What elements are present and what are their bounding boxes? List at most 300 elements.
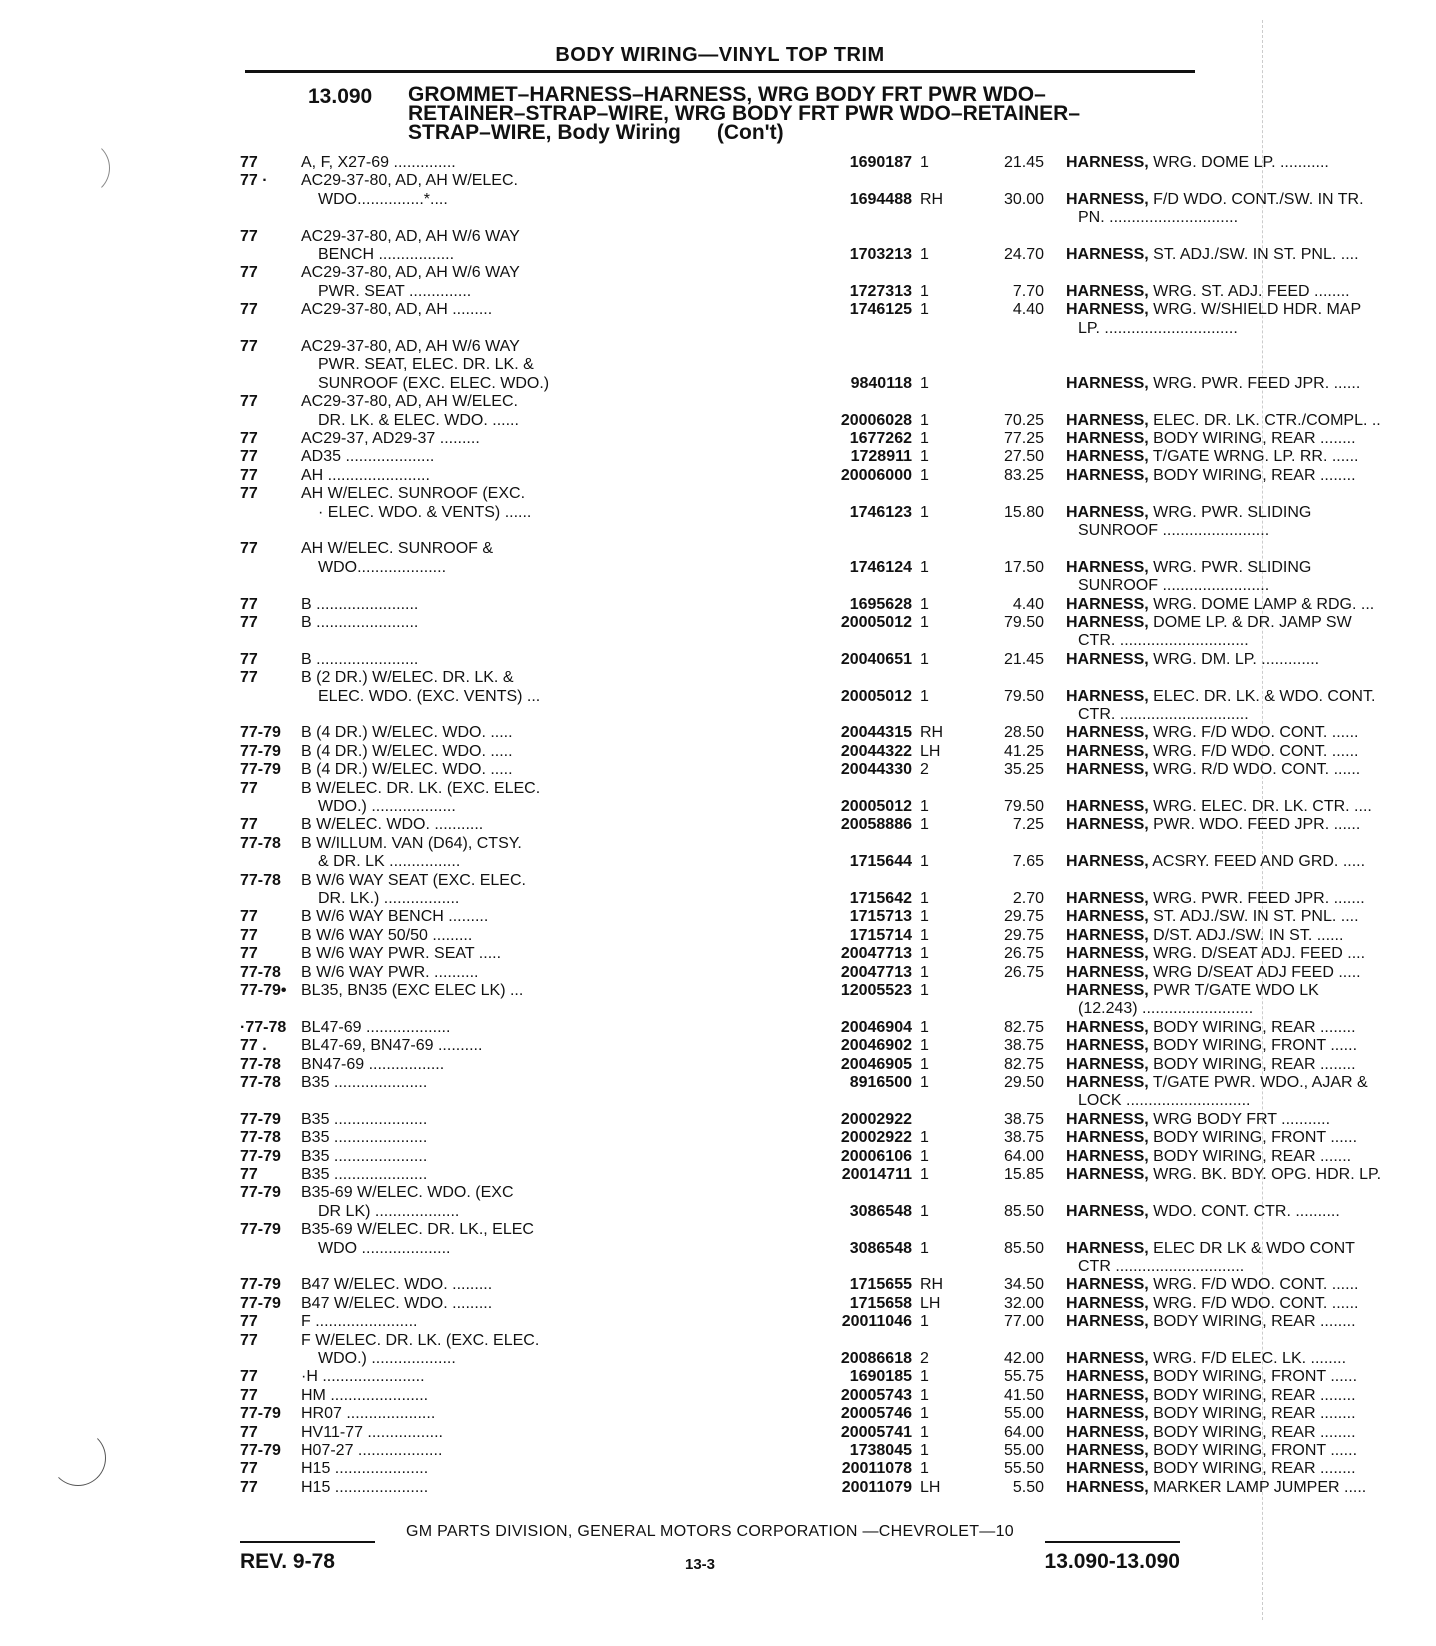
description-line bbox=[1066, 890, 1436, 908]
application-line: WDO...............*.... bbox=[318, 190, 448, 208]
description-line bbox=[1066, 246, 1436, 264]
description bbox=[1066, 1111, 1436, 1129]
description-line bbox=[1066, 1405, 1436, 1423]
description-text: WRG. PWR. FEED JPR. ....... bbox=[1153, 889, 1365, 907]
application-text bbox=[301, 264, 806, 301]
price: 26.75 bbox=[1003, 945, 1044, 963]
part-number: 20002922 bbox=[840, 1129, 912, 1147]
model-year: 77-78 bbox=[240, 963, 281, 981]
price: 15.85 bbox=[1003, 1166, 1044, 1183]
application-line: AC29-37-80, AD, AH W/6 WAY bbox=[301, 338, 520, 355]
application-text bbox=[301, 908, 806, 926]
description bbox=[1066, 1203, 1436, 1221]
description bbox=[1066, 1019, 1436, 1037]
price: 82.75 bbox=[1003, 1055, 1044, 1073]
part-name: HARNESS, bbox=[1066, 742, 1149, 760]
part-number: 12005523 bbox=[840, 982, 912, 999]
model-year: 77 bbox=[240, 816, 258, 834]
application-line: B W/6 WAY 50/50 ......... bbox=[301, 926, 473, 944]
description bbox=[1066, 596, 1436, 614]
price: 2.70 bbox=[1012, 889, 1044, 907]
description-line bbox=[1066, 1111, 1436, 1129]
application-text bbox=[301, 1184, 806, 1221]
application-text bbox=[301, 448, 806, 466]
model-year: 77 bbox=[240, 595, 258, 613]
part-number: 1746125 bbox=[849, 301, 912, 319]
table-row bbox=[240, 1460, 1356, 1478]
application-text bbox=[301, 614, 806, 632]
part-number: 3086548 bbox=[849, 1202, 912, 1220]
application-text bbox=[301, 872, 806, 909]
application-line: B (4 DR.) W/ELEC. WDO. ..... bbox=[301, 742, 513, 760]
table-row bbox=[240, 264, 1350, 301]
application-line: B ....................... bbox=[301, 595, 419, 613]
part-name: HARNESS, bbox=[1066, 926, 1149, 944]
model-year: 77-79 bbox=[240, 1294, 281, 1312]
quantity: 1 bbox=[920, 1405, 929, 1423]
model-year: 77 bbox=[240, 1460, 258, 1478]
application-line: DR. LK. & ELEC. WDO. ...... bbox=[318, 411, 519, 429]
price: 26.75 bbox=[1003, 963, 1044, 981]
parts-list bbox=[240, 154, 1382, 1497]
part-name: HARNESS, bbox=[1066, 1276, 1149, 1294]
part-number: 20006028 bbox=[840, 411, 912, 429]
binder-hole-top bbox=[54, 140, 110, 196]
description bbox=[1066, 246, 1436, 264]
description-text: BODY WIRING, REAR ........ bbox=[1153, 1313, 1356, 1331]
model-year: 77 bbox=[240, 650, 258, 668]
model-year: 77 bbox=[240, 227, 258, 245]
part-name: HARNESS, bbox=[1066, 1313, 1149, 1331]
application-line: B47 W/ELEC. WDO. ......... bbox=[301, 1276, 493, 1294]
price: 21.45 bbox=[1003, 154, 1044, 171]
description bbox=[1066, 982, 1436, 1019]
application-line: B W/ELEC. DR. LK. (EXC. ELEC. bbox=[301, 779, 541, 797]
part-name: HARNESS, bbox=[1066, 1294, 1149, 1312]
quantity: LH bbox=[920, 1478, 941, 1496]
description-line bbox=[1066, 448, 1436, 466]
description bbox=[1066, 301, 1436, 338]
section-range: 13.090-13.090 bbox=[1044, 1550, 1180, 1573]
description-line bbox=[1066, 375, 1436, 393]
part-name: HARNESS, bbox=[1066, 687, 1149, 705]
description-line bbox=[1066, 430, 1436, 448]
description-line bbox=[1066, 688, 1436, 706]
description-text: WRG. DOME LP. ........... bbox=[1153, 154, 1329, 171]
description-text: DOME LP. & DR. JAMP SW bbox=[1153, 614, 1352, 631]
application-text bbox=[301, 1442, 806, 1460]
description-line bbox=[1066, 853, 1436, 871]
part-name: HARNESS, bbox=[1066, 889, 1149, 907]
model-year: 77 bbox=[240, 448, 258, 466]
application-line: B W/6 WAY BENCH ......... bbox=[301, 908, 489, 926]
application-text bbox=[301, 1037, 806, 1055]
quantity: 1 bbox=[920, 1074, 929, 1091]
part-name: HARNESS, bbox=[1066, 1074, 1149, 1091]
revision-label: REV. 9-78 bbox=[240, 1550, 335, 1573]
model-year: 77 bbox=[240, 614, 258, 631]
application-line: B W/6 WAY SEAT (EXC. ELEC. bbox=[301, 871, 526, 889]
description bbox=[1066, 724, 1436, 742]
table-row bbox=[240, 227, 1359, 265]
application-line: DR LK) ................... bbox=[318, 1202, 460, 1220]
description-line bbox=[1066, 908, 1436, 926]
application-line: BL47-69 ................... bbox=[301, 1018, 451, 1036]
model-year: 77 bbox=[240, 154, 258, 171]
table-row bbox=[240, 982, 1319, 1019]
description-line bbox=[1066, 945, 1436, 963]
footer-publisher: GM PARTS DIVISION, GENERAL MOTORS CORPORATION —CHEVROLET—10 bbox=[405, 1523, 1015, 1540]
table-row bbox=[240, 779, 1372, 817]
description bbox=[1066, 559, 1436, 596]
quantity: 1 bbox=[920, 411, 929, 429]
description-text: BODY WIRING, REAR ........ bbox=[1153, 1460, 1356, 1478]
part-number: 20005012 bbox=[840, 614, 912, 631]
model-year: 77 . bbox=[240, 1037, 267, 1055]
model-year: 77 bbox=[240, 779, 258, 797]
table-row bbox=[240, 1184, 1340, 1221]
price: 38.75 bbox=[1003, 1037, 1044, 1055]
application-text bbox=[301, 228, 806, 265]
application-line: A, F, X27-69 .............. bbox=[301, 154, 456, 171]
table-row bbox=[240, 926, 1344, 945]
quantity: 1 bbox=[920, 853, 929, 871]
table-row bbox=[240, 650, 1320, 669]
application-line: F W/ELEC. DR. LK. (EXC. ELEC. bbox=[301, 1331, 540, 1349]
description-line: LOCK ............................ bbox=[1078, 1092, 1251, 1110]
application-line: ·H ....................... bbox=[301, 1368, 425, 1386]
part-name: HARNESS, bbox=[1066, 374, 1149, 392]
description bbox=[1066, 614, 1436, 651]
application-line: B35 ..................... bbox=[301, 1110, 428, 1128]
quantity: 1 bbox=[920, 503, 929, 521]
application-text bbox=[301, 485, 806, 522]
quantity: RH bbox=[920, 724, 944, 742]
description-line bbox=[1066, 761, 1436, 779]
part-name: HARNESS, bbox=[1066, 448, 1149, 466]
application-text bbox=[301, 1460, 806, 1478]
quantity: 1 bbox=[920, 650, 929, 668]
quantity: 1 bbox=[920, 614, 929, 631]
table-row bbox=[240, 154, 1329, 172]
description-text: BODY WIRING, REAR ........ bbox=[1153, 1386, 1356, 1404]
description-line bbox=[1066, 1387, 1436, 1405]
application-line: H15 ..................... bbox=[301, 1460, 429, 1478]
table-row bbox=[240, 540, 1312, 595]
application-line: BL35, BN35 (EXC ELEC LK) ... bbox=[301, 982, 524, 999]
price: 41.25 bbox=[1003, 742, 1044, 760]
description-text: D/ST. ADJ./SW. IN ST. ...... bbox=[1153, 926, 1344, 944]
part-number: 1690187 bbox=[849, 154, 912, 171]
description bbox=[1066, 412, 1436, 430]
application-line: B W/6 WAY PWR. SEAT ..... bbox=[301, 945, 502, 963]
part-number: 8916500 bbox=[849, 1074, 912, 1091]
description-text: MARKER LAMP JUMPER ..... bbox=[1153, 1478, 1367, 1496]
description bbox=[1066, 1148, 1436, 1166]
description-text: BODY WIRING, REAR ........ bbox=[1153, 1018, 1356, 1036]
description bbox=[1066, 945, 1436, 963]
description-line bbox=[1066, 504, 1436, 522]
part-name: HARNESS, bbox=[1066, 595, 1149, 613]
description-text: WRG. W/SHIELD HDR. MAP bbox=[1153, 301, 1362, 319]
table-row bbox=[240, 1037, 1358, 1055]
part-name: HARNESS, bbox=[1066, 614, 1149, 631]
model-year: 77 bbox=[240, 1423, 258, 1441]
table-row bbox=[240, 338, 1361, 393]
description bbox=[1066, 890, 1436, 908]
model-year: 77 bbox=[240, 466, 258, 484]
description bbox=[1066, 798, 1436, 816]
application-text bbox=[301, 301, 806, 319]
description-text: ELEC. DR. LK. & WDO. CONT. bbox=[1153, 687, 1376, 705]
part-number: 20011046 bbox=[841, 1313, 912, 1331]
application-text bbox=[301, 982, 806, 1000]
price: 70.25 bbox=[1003, 411, 1044, 429]
description bbox=[1066, 1460, 1436, 1478]
part-name: HARNESS, bbox=[1066, 982, 1149, 999]
description bbox=[1066, 430, 1436, 448]
description-line: CTR. ............................. bbox=[1078, 632, 1249, 650]
section-title-line-2: RETAINER–STRAP–WIRE, WRG BODY FRT PWR WDO–RETAINER– bbox=[408, 102, 1081, 125]
model-year: 77 bbox=[240, 338, 258, 355]
quantity: 1 bbox=[920, 1442, 929, 1459]
part-name: HARNESS, bbox=[1066, 466, 1149, 484]
model-year: 77-79• bbox=[240, 982, 287, 999]
part-number: 20040651 bbox=[840, 650, 912, 668]
part-number: 20011079 bbox=[841, 1478, 912, 1496]
description-line: LP. .............................. bbox=[1078, 319, 1238, 337]
part-name: HARNESS, bbox=[1066, 816, 1149, 834]
part-number: 9840118 bbox=[850, 374, 912, 392]
application-text bbox=[301, 1221, 806, 1258]
description-text: BODY WIRING, REAR ........ bbox=[1153, 1405, 1356, 1423]
quantity: 1 bbox=[920, 945, 929, 963]
description bbox=[1066, 1129, 1436, 1147]
application-text bbox=[301, 1111, 806, 1129]
page-title: BODY WIRING—VINYL TOP TRIM bbox=[555, 44, 885, 66]
description-text: WRG BODY FRT ........... bbox=[1153, 1110, 1331, 1128]
table-row bbox=[240, 1442, 1358, 1460]
description-text: WRG. PWR. SLIDING bbox=[1153, 558, 1312, 576]
price: 64.00 bbox=[1003, 1147, 1044, 1165]
part-number: 1690185 bbox=[849, 1368, 912, 1386]
description bbox=[1066, 154, 1436, 172]
description bbox=[1066, 743, 1436, 761]
table-row bbox=[240, 485, 1312, 540]
part-number: 20005741 bbox=[840, 1423, 912, 1441]
application-line: B W/ELEC. WDO. ........... bbox=[301, 816, 484, 834]
table-row bbox=[240, 871, 1365, 909]
model-year: 77 bbox=[240, 264, 258, 282]
quantity: 1 bbox=[920, 687, 929, 705]
model-year: 77 bbox=[240, 1166, 258, 1183]
application-line: B35 ..................... bbox=[301, 1147, 428, 1165]
quantity: 1 bbox=[920, 1368, 929, 1386]
continued-label: (Con't) bbox=[716, 121, 784, 144]
part-name: HARNESS, bbox=[1066, 1055, 1149, 1073]
table-row bbox=[240, 1221, 1355, 1276]
application-line: BL47-69, BN47-69 .......... bbox=[301, 1037, 483, 1055]
part-number: 20005746 bbox=[840, 1405, 912, 1423]
application-line: B ....................... bbox=[301, 614, 419, 631]
model-year: 77-78 bbox=[240, 834, 281, 852]
table-row bbox=[240, 393, 1381, 430]
quantity: 1 bbox=[920, 1313, 929, 1331]
part-number: 1727313 bbox=[849, 282, 912, 300]
part-name: HARNESS, bbox=[1066, 1368, 1149, 1386]
part-name: HARNESS, bbox=[1066, 1405, 1149, 1423]
quantity: 2 bbox=[920, 1349, 929, 1367]
price: 77.25 bbox=[1003, 430, 1044, 447]
description-line bbox=[1066, 559, 1436, 577]
price: 55.00 bbox=[1003, 1442, 1044, 1459]
application-text bbox=[301, 1313, 806, 1331]
application-line: PWR. SEAT .............. bbox=[318, 282, 472, 300]
application-line: BN47-69 ................. bbox=[301, 1055, 445, 1073]
description bbox=[1066, 1037, 1436, 1055]
part-name: HARNESS, bbox=[1066, 1110, 1149, 1128]
application-line: B35-69 W/ELEC. WDO. (EXC bbox=[301, 1184, 514, 1202]
description-line bbox=[1066, 1368, 1436, 1386]
description-line bbox=[1066, 982, 1436, 1000]
model-year: 77-78 bbox=[240, 1129, 281, 1147]
application-text bbox=[301, 816, 806, 834]
application-text bbox=[301, 945, 806, 963]
application-line: AC29-37-80, AD, AH ......... bbox=[301, 301, 493, 319]
application-line: B35 ..................... bbox=[301, 1129, 428, 1147]
part-name: HARNESS, bbox=[1066, 650, 1149, 668]
application-line: AC29-37, AD29-37 ......... bbox=[301, 430, 480, 447]
application-line: B47 W/ELEC. WDO. ......... bbox=[301, 1294, 493, 1312]
quantity: 1 bbox=[920, 1239, 929, 1257]
price: 4.40 bbox=[1012, 301, 1044, 319]
table-row bbox=[240, 430, 1356, 448]
description-text: BODY WIRING, FRONT ...... bbox=[1153, 1129, 1358, 1147]
application-line: · ELEC. WDO. & VENTS) ...... bbox=[318, 503, 532, 521]
quantity: 1 bbox=[920, 963, 929, 981]
application-line: B (4 DR.) W/ELEC. WDO. ..... bbox=[301, 761, 513, 779]
part-number: 1738045 bbox=[849, 1442, 912, 1459]
application-line: & DR. LK ................ bbox=[318, 853, 461, 871]
description-line bbox=[1066, 1240, 1436, 1258]
table-row bbox=[240, 669, 1376, 724]
price: 42.00 bbox=[1003, 1349, 1044, 1367]
description-line bbox=[1066, 964, 1436, 982]
description-text: WRG. F/D ELEC. LK. ........ bbox=[1153, 1349, 1347, 1367]
description bbox=[1066, 761, 1436, 779]
description-line: PN. ............................. bbox=[1078, 209, 1239, 227]
price: 27.50 bbox=[1003, 448, 1044, 466]
part-number: 3086548 bbox=[849, 1239, 912, 1257]
application-line: AC29-37-80, AD, AH W/ELEC. bbox=[301, 393, 518, 411]
price: 32.00 bbox=[1003, 1294, 1044, 1312]
part-number: 20058886 bbox=[840, 816, 912, 834]
quantity: 1 bbox=[920, 374, 929, 392]
application-text bbox=[301, 393, 806, 430]
application-text bbox=[301, 1479, 806, 1497]
part-number: 1746124 bbox=[849, 558, 912, 576]
application-text bbox=[301, 964, 806, 982]
part-name: HARNESS, bbox=[1066, 558, 1149, 576]
model-year: 77 · bbox=[240, 172, 268, 190]
price: 17.50 bbox=[1003, 558, 1044, 576]
description bbox=[1066, 1295, 1436, 1313]
application-line: WDO .................... bbox=[318, 1239, 451, 1257]
application-text bbox=[301, 835, 806, 872]
description-line: (12.243) ......................... bbox=[1078, 1000, 1254, 1018]
part-name: HARNESS, bbox=[1066, 1386, 1149, 1404]
part-name: HARNESS, bbox=[1066, 503, 1149, 521]
application-text bbox=[301, 1295, 806, 1313]
description-text: BODY WIRING, REAR ........ bbox=[1153, 466, 1356, 484]
quantity: 1 bbox=[920, 282, 929, 300]
part-name: HARNESS, bbox=[1066, 1423, 1149, 1441]
description-line bbox=[1066, 798, 1436, 816]
part-number: 20002922 bbox=[840, 1110, 912, 1128]
description-line bbox=[1066, 1056, 1436, 1074]
description-line bbox=[1066, 154, 1436, 172]
description-text: BODY WIRING, FRONT ...... bbox=[1153, 1442, 1358, 1459]
price: 29.50 bbox=[1003, 1074, 1044, 1091]
description-text: BODY WIRING, FRONT ...... bbox=[1153, 1368, 1358, 1386]
application-line: B35 ..................... bbox=[301, 1166, 428, 1183]
part-number: 20006106 bbox=[840, 1147, 912, 1165]
description-line: SUNROOF ........................ bbox=[1078, 577, 1270, 595]
part-name: HARNESS, bbox=[1066, 1239, 1149, 1257]
model-year: 77-79 bbox=[240, 742, 281, 760]
application-text bbox=[301, 540, 806, 577]
model-year: 77 bbox=[240, 1368, 258, 1386]
application-text bbox=[301, 1332, 806, 1369]
quantity: 1 bbox=[920, 1202, 929, 1220]
quantity: 1 bbox=[920, 430, 929, 447]
application-line: B (2 DR.) W/ELEC. DR. LK. & bbox=[301, 669, 514, 687]
description-text: WRG. BK. BDY. OPG. HDR. LP. bbox=[1153, 1166, 1382, 1183]
description-line bbox=[1066, 467, 1436, 485]
application-line: B W/6 WAY PWR. .......... bbox=[301, 963, 479, 981]
application-line: B W/ILLUM. VAN (D64), CTSY. bbox=[301, 834, 522, 852]
part-number: 20014711 bbox=[841, 1166, 912, 1183]
description-text: WRG. R/D WDO. CONT. ...... bbox=[1153, 761, 1361, 779]
section-title-line-1: GROMMET–HARNESS–HARNESS, WRG BODY FRT PWR WDO– bbox=[408, 83, 1046, 106]
model-year: 77 bbox=[240, 393, 258, 411]
description bbox=[1066, 375, 1436, 393]
model-year: 77-78 bbox=[240, 871, 281, 889]
table-row bbox=[240, 908, 1359, 926]
price: 24.70 bbox=[1003, 245, 1044, 263]
description bbox=[1066, 1056, 1436, 1074]
application-line: HV11-77 ................. bbox=[301, 1423, 443, 1441]
table-row bbox=[240, 1110, 1331, 1129]
part-number: 1677262 bbox=[849, 430, 912, 447]
description-line bbox=[1066, 301, 1436, 319]
part-name: HARNESS, bbox=[1066, 1018, 1149, 1036]
footer-rule-left bbox=[240, 1541, 375, 1543]
application-line: DR. LK.) ................. bbox=[318, 890, 460, 907]
quantity: 1 bbox=[920, 1460, 929, 1478]
part-number: 20086618 bbox=[840, 1349, 912, 1367]
section-title-line-3: STRAP–WIRE, Body Wiring bbox=[408, 121, 681, 144]
table-row bbox=[240, 1423, 1356, 1442]
description-text: WRG. F/D WDO. CONT. ...... bbox=[1153, 1276, 1359, 1294]
description bbox=[1066, 1368, 1436, 1386]
table-row bbox=[240, 724, 1359, 742]
table-row bbox=[240, 1074, 1368, 1111]
table-row bbox=[240, 816, 1361, 834]
part-name: HARNESS, bbox=[1066, 1129, 1149, 1147]
description-text: T/GATE PWR. WDO., AJAR & bbox=[1152, 1074, 1368, 1091]
description-text: WRG. F/D WDO. CONT. ...... bbox=[1153, 1294, 1359, 1312]
